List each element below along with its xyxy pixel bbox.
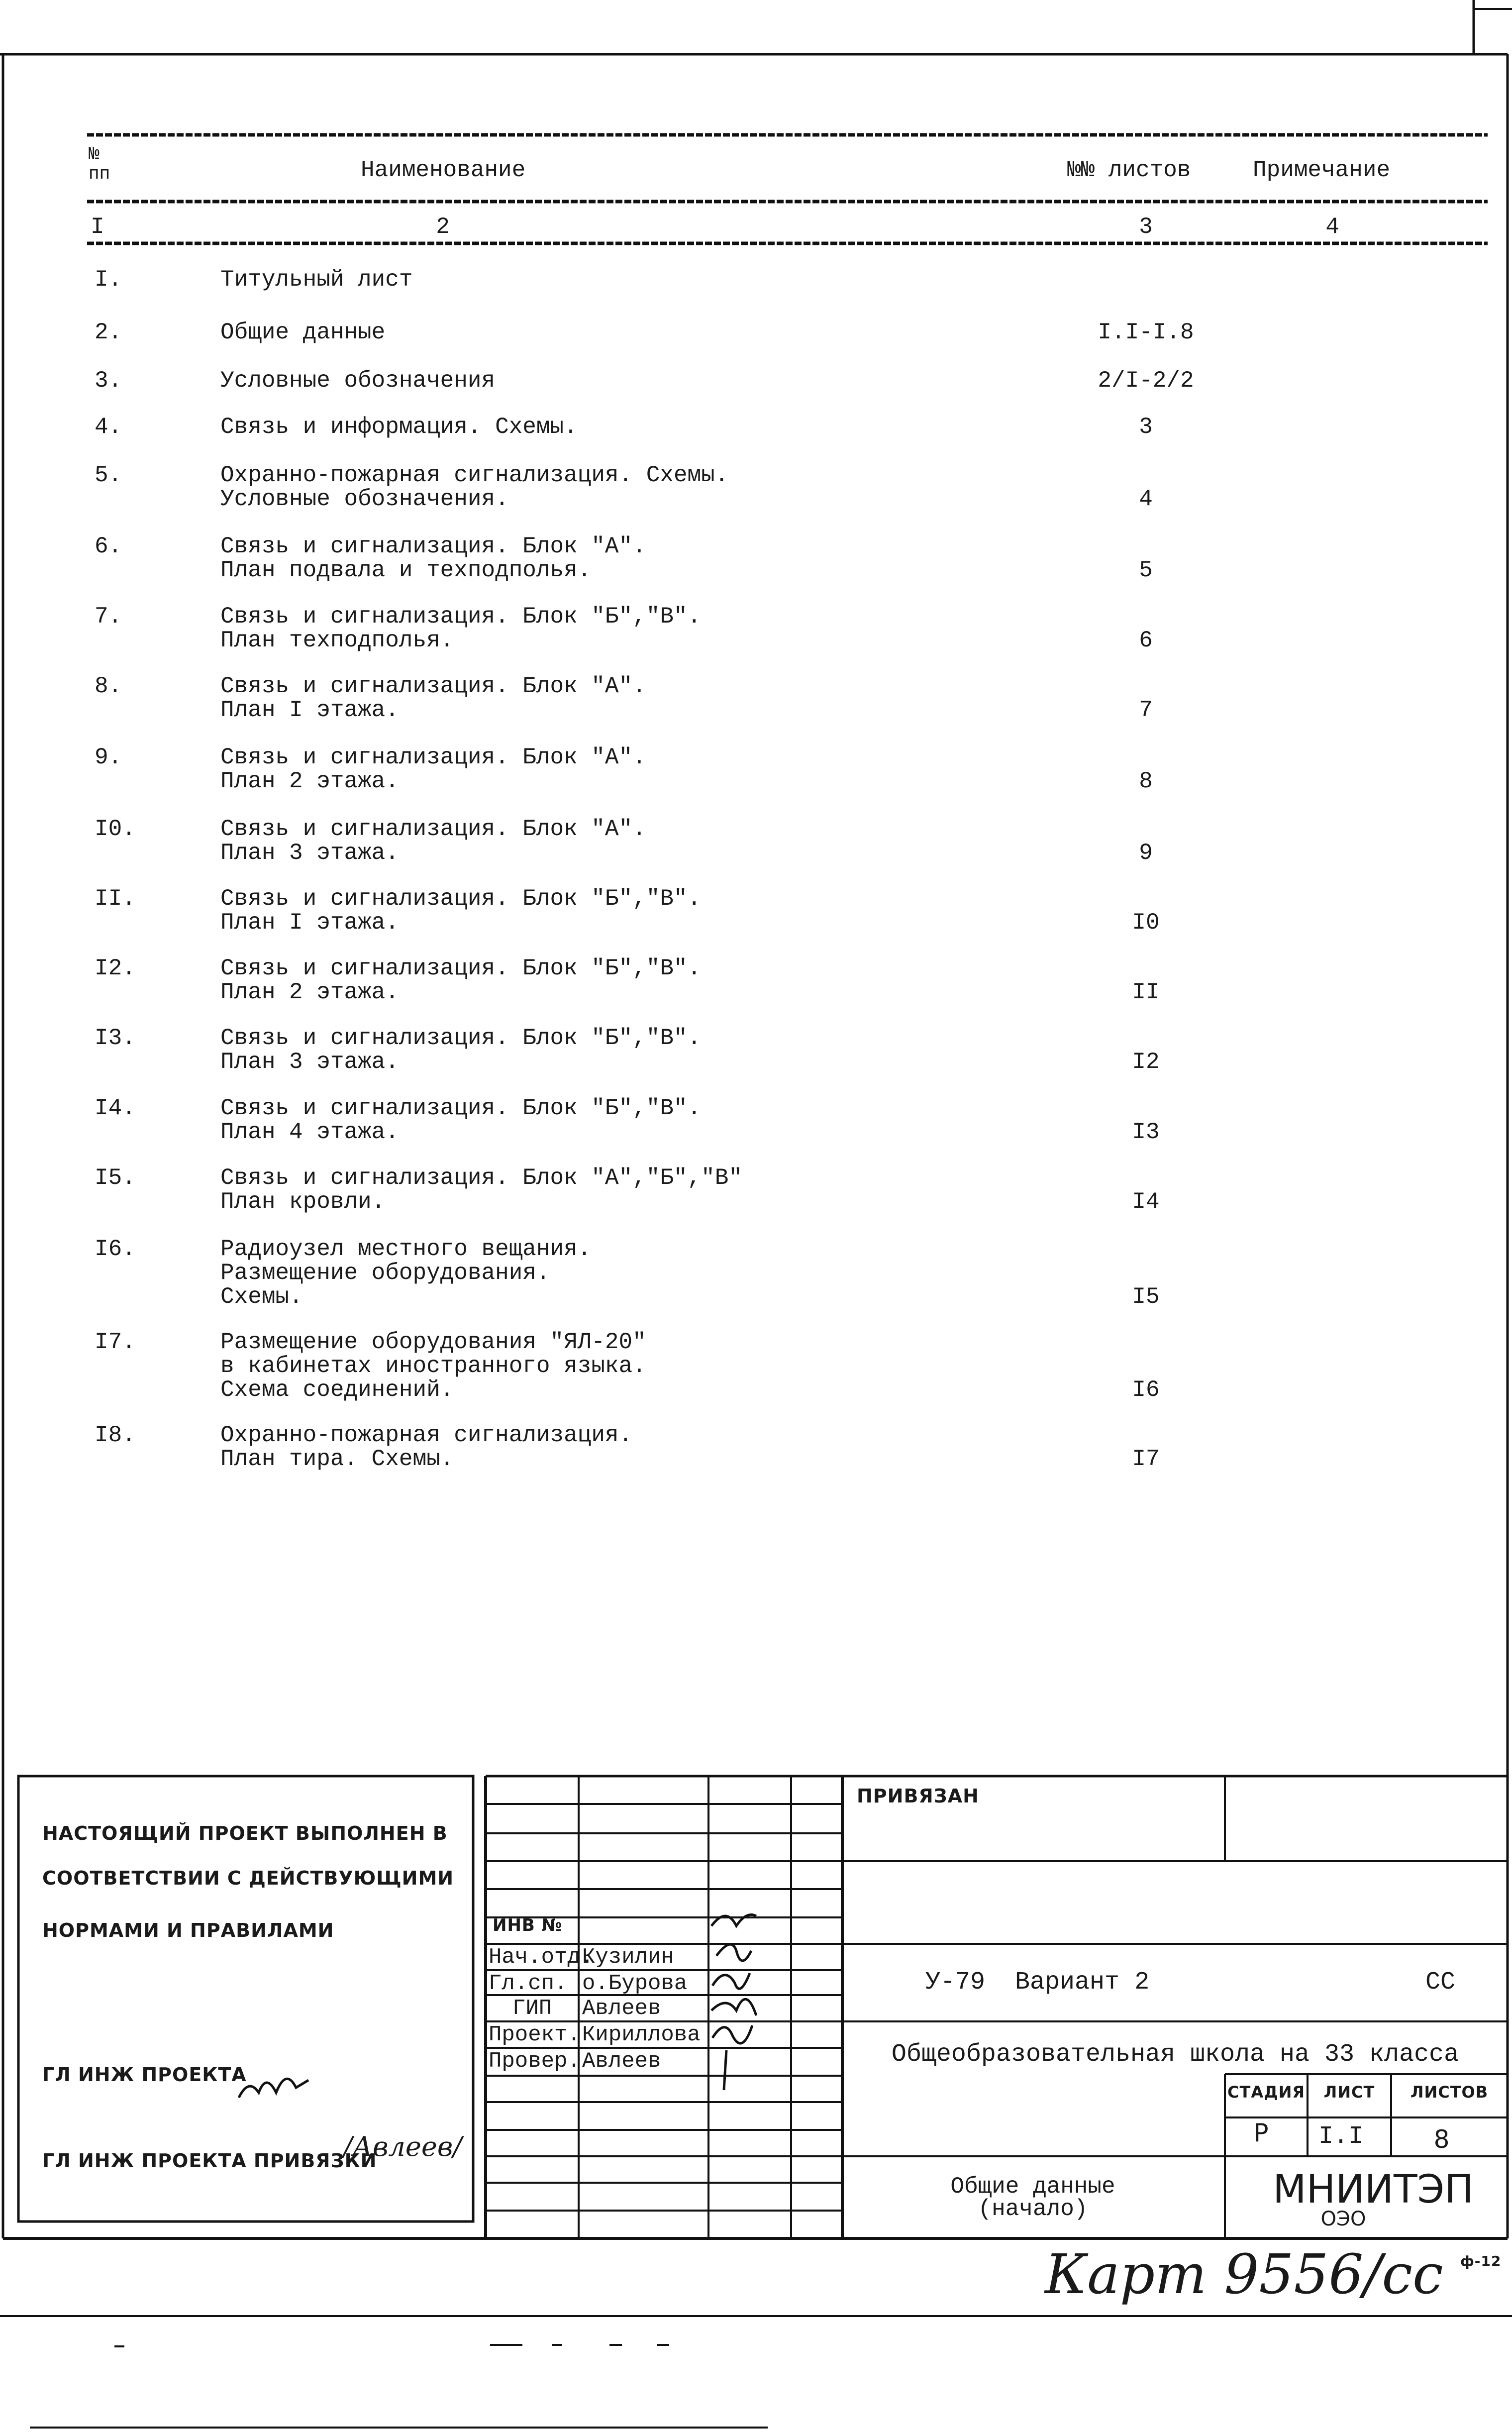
row-sheet-number: 5 — [1139, 557, 1153, 584]
row-number: I8. — [95, 1422, 136, 1449]
project-code: У-79 Вариант 2 — [925, 1968, 1150, 1997]
row-sheet-number: I5 — [1132, 1284, 1160, 1310]
row-sheet-number: I.I-I.8 — [1098, 319, 1194, 346]
signature-name: Авлеев — [582, 1996, 661, 2021]
compliance-note-line: СООТВЕТСТВИИ С ДЕЙСТВУЮЩИМИ — [42, 1867, 454, 1889]
row-title-line: Связь и сигнализация. Блок "Б","В". — [220, 603, 702, 630]
signature-name: Кириллова — [582, 2022, 701, 2047]
row-title-line: План 4 этажа. — [220, 1119, 399, 1145]
header-name: Наименование — [361, 157, 526, 183]
row-title-line: Общие данные — [220, 319, 386, 346]
header-sheets: №№ листов — [1067, 157, 1191, 183]
header-number: № пп — [89, 144, 110, 184]
column-number-2: 2 — [436, 214, 450, 240]
row-sheet-number: 4 — [1139, 486, 1153, 512]
row-number: I4. — [95, 1095, 136, 1121]
row-title-line: План 2 этажа. — [220, 979, 399, 1006]
row-number: I7. — [95, 1329, 136, 1356]
row-title-line: Связь и сигнализация. Блок "Б","В". — [220, 1025, 702, 1052]
department: ОЭО — [1320, 2208, 1366, 2230]
row-sheet-number: 7 — [1139, 697, 1153, 723]
row-number: I5. — [95, 1164, 136, 1191]
row-number: 9. — [95, 744, 122, 771]
scan-artifacts — [114, 2345, 669, 2346]
signature-name: Авлеев — [582, 2049, 661, 2074]
row-number: 4. — [95, 414, 122, 440]
sheet-value: I.I — [1318, 2122, 1364, 2151]
row-title-line: Титульный лист — [220, 267, 413, 293]
row-sheet-number: I4 — [1132, 1188, 1160, 1215]
row-title-line: Охранно-пожарная сигнализация. Схемы. — [220, 462, 729, 488]
row-title-line: Схема соединений. — [220, 1377, 454, 1403]
row-number: I2. — [95, 955, 136, 982]
row-sheet-number: I0 — [1132, 909, 1160, 936]
row-title-line: План 2 этажа. — [220, 768, 399, 795]
row-title-line: План 3 этажа. — [220, 1049, 399, 1075]
sheet-label: ЛИСТ — [1323, 2083, 1375, 2102]
row-number: 7. — [95, 603, 122, 630]
document-mark: СС — [1425, 1968, 1456, 1997]
row-title-line: Связь и сигнализация. Блок "А". — [220, 673, 646, 699]
row-title-line: Связь и сигнализация. Блок "Б","В". — [220, 885, 702, 912]
row-sheet-number: 3 — [1139, 414, 1153, 440]
row-title-line: План кровли. — [220, 1188, 386, 1215]
row-title-line: Связь и сигнализация. Блок "А","Б","В" — [220, 1164, 742, 1191]
row-sheet-number: I7 — [1132, 1446, 1160, 1473]
row-number: I3. — [95, 1025, 136, 1052]
object-name: Общеобразовательная школа на 33 класса — [891, 2040, 1459, 2069]
row-title-line: Связь и сигнализация. Блок "А". — [220, 533, 646, 560]
row-title-line: Связь и сигнализация. Блок "Б","В". — [220, 1095, 702, 1121]
row-title-line: План техподполья. — [220, 627, 454, 653]
row-sheet-number: 9 — [1139, 840, 1153, 866]
header-note: Примечание — [1253, 157, 1391, 183]
row-sheet-number: 6 — [1139, 627, 1153, 653]
row-title-line: Условные обозначения. — [220, 486, 509, 512]
sheets-label: ЛИСТОВ — [1410, 2083, 1489, 2102]
row-number: II. — [95, 885, 136, 912]
row-sheet-number: I6 — [1132, 1377, 1160, 1403]
row-title-line: Радиоузел местного вещания. — [220, 1236, 592, 1263]
sheets-value: 8 — [1433, 2125, 1450, 2154]
signature-role: Нач.отд. — [489, 1945, 594, 1970]
signature-name: о.Бурова — [582, 1971, 688, 1996]
signature-role: Гл.сп. — [489, 1971, 568, 1996]
row-title-line: Условные обозначения — [220, 367, 496, 394]
row-number: I. — [95, 267, 122, 293]
stage-label: СТАДИЯ — [1227, 2083, 1305, 2102]
signature-role: ГИП — [512, 1996, 552, 2021]
row-number: I0. — [95, 816, 136, 842]
row-sheet-number: 2/I-2/2 — [1098, 367, 1194, 394]
row-title-line: Связь и сигнализация. Блок "А". — [220, 744, 646, 771]
chief-engineer-name: /Авлеев/ — [343, 2131, 462, 2162]
handwritten-reference: Карт 9556/сс — [1045, 2242, 1443, 2306]
row-title-line: Схемы. — [220, 1284, 303, 1310]
inventory-label: ИНВ № — [493, 1915, 563, 1935]
bound-label: ПРИВЯЗАН — [857, 1785, 979, 1807]
signature-name: Кузилин — [582, 1945, 674, 1970]
compliance-note-line: НАСТОЯЩИЙ ПРОЕКТ ВЫПОЛНЕН В — [42, 1822, 448, 1844]
row-title-line: План 3 этажа. — [220, 840, 399, 866]
column-number-4: 4 — [1325, 214, 1339, 240]
drawing-title: Общие данные — [950, 2174, 1115, 2200]
row-sheet-number: I2 — [1132, 1049, 1160, 1075]
row-title-line: Связь и сигнализация. Блок "А". — [220, 816, 646, 842]
row-sheet-number: 8 — [1139, 768, 1153, 795]
form-number: ф-12 — [1460, 2253, 1502, 2269]
chief-engineer-binding-label: ГЛ ИНЖ ПРОЕКТА ПРИВЯЗКИ — [42, 2150, 377, 2172]
chief-engineer-label: ГЛ ИНЖ ПРОЕКТА — [42, 2064, 247, 2086]
row-title-line: Связь и информация. Схемы. — [220, 414, 578, 440]
row-number: 3. — [95, 367, 122, 394]
row-title-line: Размещение оборудования. — [220, 1260, 550, 1286]
row-title-line: Размещение оборудования "ЯЛ-20" — [220, 1329, 646, 1356]
signature-role: Провер. — [489, 2049, 581, 2074]
row-title-line: План I этажа. — [220, 697, 399, 723]
row-sheet-number: I3 — [1132, 1119, 1160, 1145]
row-number: I6. — [95, 1236, 136, 1263]
row-title-line: Связь и сигнализация. Блок "Б","В". — [220, 955, 702, 982]
stage-value: Р — [1253, 2118, 1269, 2147]
column-number-3: 3 — [1139, 214, 1153, 240]
drawing-subtitle: (начало) — [978, 2196, 1088, 2222]
signature-role: Проект. — [489, 2022, 581, 2047]
row-title-line: в кабинетах иностранного языка. — [220, 1353, 646, 1379]
row-title-line: План тира. Схемы. — [220, 1446, 454, 1473]
row-number: 5. — [95, 462, 122, 488]
row-title-line: План I этажа. — [220, 909, 399, 936]
row-number: 2. — [95, 319, 122, 346]
row-sheet-number: II — [1132, 979, 1160, 1006]
row-number: 6. — [95, 533, 122, 560]
organization: МНИИТЭП — [1273, 2167, 1474, 2212]
row-number: 8. — [95, 673, 122, 699]
row-title-line: Охранно-пожарная сигнализация. — [220, 1422, 633, 1449]
compliance-note-line: НОРМАМИ И ПРАВИЛАМИ — [42, 1919, 334, 1941]
column-number-1: I — [91, 214, 104, 240]
row-title-line: План подвала и техподполья. — [220, 557, 592, 584]
